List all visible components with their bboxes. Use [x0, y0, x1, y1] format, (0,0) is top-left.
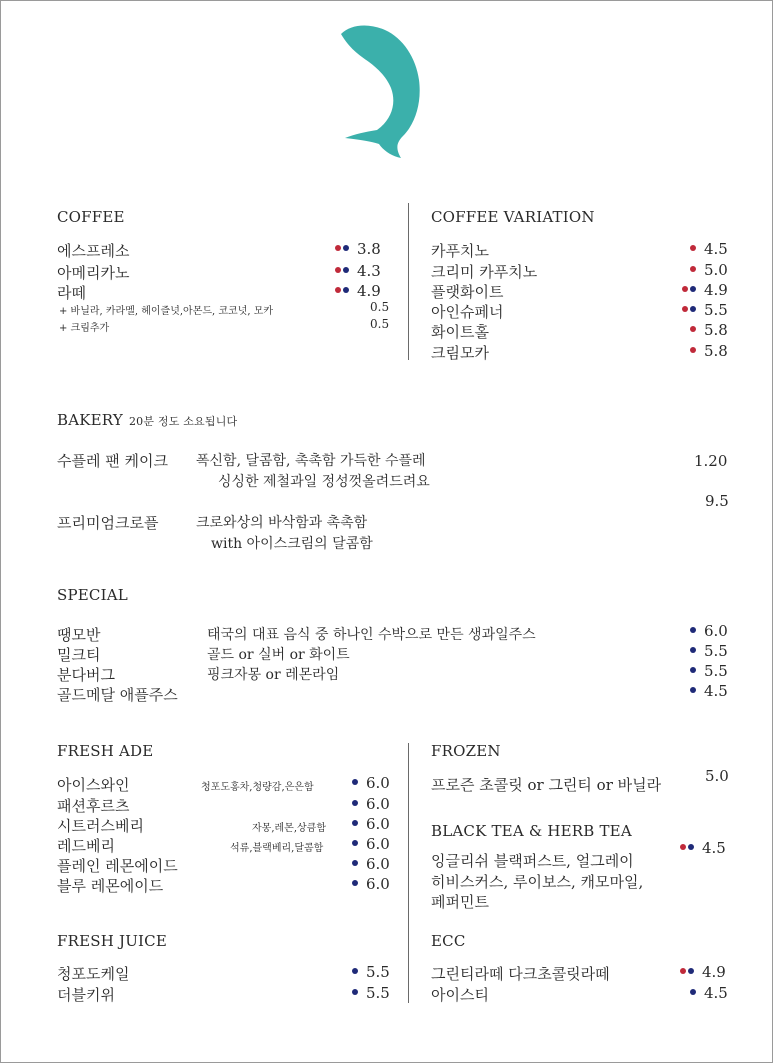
fresh-ade-heading: FRESH ADE [57, 742, 154, 760]
extra-option: + 크림추가 [59, 323, 110, 334]
menu-item-name: 땡모반 [57, 626, 101, 644]
menu-item-price: 9.5 [705, 492, 729, 510]
fresh-juice-heading: FRESH JUICE [57, 932, 167, 950]
red-dot-icon [680, 968, 686, 974]
blue-dot-icon [352, 968, 358, 974]
blue-dot-icon [690, 306, 696, 312]
menu-item-price: 4.5 [690, 984, 728, 1002]
menu-item-price: 5.0 [690, 261, 728, 279]
menu-item-desc: 싱싱한 제철과일 정성껏올려드려요 [218, 474, 430, 490]
red-dot-icon [690, 347, 696, 353]
special-heading: SPECIAL [57, 586, 128, 604]
bakery-note: 20분 정도 소요됩니다 [128, 415, 238, 428]
red-dot-icon [335, 287, 341, 293]
menu-item-price: 5.8 [690, 321, 728, 339]
menu-item-name: 더블키위 [57, 986, 115, 1004]
menu-item-desc: 핑크자몽 or 레몬라임 [207, 667, 340, 683]
red-dot-icon [335, 267, 341, 273]
menu-item-name: 밀크티 [57, 646, 101, 664]
menu-item-price: 5.5 [682, 301, 728, 319]
menu-item-price: 5.8 [690, 342, 728, 360]
menu-item-price: 5.5 [690, 642, 728, 660]
menu-item-price: 6.0 [352, 855, 390, 873]
menu-item-name: 잉글리쉬 블랙퍼스트, 얼그레이 [431, 852, 634, 870]
menu-item-desc: 폭신함, 달콤함, 촉촉함 가득한 수플레 [196, 453, 426, 469]
blue-dot-icon [690, 627, 696, 633]
blue-dot-icon [352, 820, 358, 826]
menu-item-name: 청포도케일 [57, 965, 130, 983]
blue-dot-icon [343, 287, 349, 293]
black-tea-heading: BLACK TEA & HERB TEA [431, 822, 632, 840]
frozen-heading: FROZEN [431, 742, 501, 760]
menu-item-name: 패션후르츠 [57, 797, 130, 815]
menu-item-note: 석류,블랙베리,달콤함 [230, 843, 324, 854]
blue-dot-icon [343, 245, 349, 251]
extra-price: 0.5 [370, 317, 390, 331]
bakery-heading: BAKERY 20분 정도 소요됩니다 [57, 411, 238, 429]
menu-item-price: 5.5 [352, 984, 390, 1002]
extra-option: + 바닐라, 카라멜, 헤이즐넛,아몬드, 코코넛, 모카 [59, 306, 274, 317]
blue-dot-icon [688, 968, 694, 974]
menu-item-price: 4.9 [682, 281, 728, 299]
red-dot-icon [690, 266, 696, 272]
menu-item-name: 프로즌 초콜릿 or 그린티 or 바닐라 [431, 776, 662, 794]
blue-dot-icon [352, 860, 358, 866]
blue-dot-icon [352, 880, 358, 886]
menu-item-name: 에스프레소 [57, 242, 130, 260]
ecc-heading: ECC [431, 932, 466, 950]
blue-dot-icon [690, 647, 696, 653]
menu-item-price: 5.5 [690, 662, 728, 680]
menu-item-desc: 태국의 대표 음식 중 하나인 수박으로 만든 생과일주스 [207, 627, 536, 643]
whale-icon [333, 18, 433, 160]
blue-dot-icon [690, 687, 696, 693]
menu-item-name: 골드메달 애플주스 [57, 686, 178, 704]
menu-item-price: 6.0 [352, 835, 390, 853]
red-dot-icon [690, 245, 696, 251]
menu-item-name: 크림모카 [431, 344, 489, 362]
blue-dot-icon [343, 267, 349, 273]
red-dot-icon [682, 306, 688, 312]
blue-dot-icon [690, 286, 696, 292]
menu-item-price: 5.0 [705, 767, 729, 785]
menu-item-name: 카푸치노 [431, 242, 489, 260]
menu-item-name: 그린티라떼 다크초콜릿라떼 [431, 965, 610, 983]
menu-item-name: 플랫화이트 [431, 283, 504, 301]
divider-bottom [408, 743, 409, 1003]
menu-item-name: 페퍼민트 [431, 893, 489, 911]
blue-dot-icon [690, 667, 696, 673]
menu-item-price: 4.5 [690, 240, 728, 258]
menu-item-price: 4.5 [690, 682, 728, 700]
menu-item-name: 시트러스베리 [57, 817, 144, 835]
menu-item-price: 4.9 [335, 282, 381, 300]
menu-item-price: 1.20 [694, 452, 728, 470]
red-dot-icon [682, 286, 688, 292]
divider-top [408, 203, 409, 360]
menu-item-name: 수플레 팬 케이크 [57, 452, 168, 470]
menu-item-name: 레드베리 [57, 837, 115, 855]
menu-item-name: 프리미엄크로플 [57, 514, 159, 532]
menu-item-desc: 크로와상의 바삭함과 촉촉함 [196, 515, 368, 531]
blue-dot-icon [690, 989, 696, 995]
menu-item-price: 6.0 [352, 815, 390, 833]
menu-item-price: 6.0 [690, 622, 728, 640]
menu-item-price: 4.3 [335, 262, 381, 280]
menu-item-name: 플레인 레몬에이드 [57, 857, 178, 875]
menu-item-name: 히비스커스, 루이보스, 캐모마일, [431, 873, 644, 891]
blue-dot-icon [688, 844, 694, 850]
menu-item-name: 아메리카노 [57, 264, 130, 282]
menu-item-note: 청포도홍차,청량감,은은함 [201, 782, 314, 793]
menu-item-name: 아이스와인 [57, 776, 130, 794]
menu-item-price: 5.5 [352, 963, 390, 981]
blue-dot-icon [352, 779, 358, 785]
extra-price: 0.5 [370, 300, 390, 314]
blue-dot-icon [352, 800, 358, 806]
menu-item-price: 6.0 [352, 774, 390, 792]
red-dot-icon [690, 326, 696, 332]
red-dot-icon [680, 844, 686, 850]
menu-item-desc: with 아이스크림의 달콤함 [211, 536, 373, 552]
menu-item-price: 6.0 [352, 875, 390, 893]
menu-item-price: 3.8 [335, 240, 381, 258]
menu-item-name: 분다버그 [57, 666, 115, 684]
red-dot-icon [335, 245, 341, 251]
menu-item-price: 4.5 [680, 839, 726, 857]
menu-item-price: 4.9 [680, 963, 726, 981]
blue-dot-icon [352, 989, 358, 995]
menu-item-name: 라떼 [57, 284, 86, 302]
menu-item-name: 아이스티 [431, 986, 489, 1004]
coffee-heading: COFFEE [57, 208, 125, 226]
blue-dot-icon [352, 840, 358, 846]
menu-item-note: 자몽,레몬,상큼함 [252, 823, 326, 834]
coffee-variation-heading: COFFEE VARIATION [431, 208, 595, 226]
menu-item-desc: 골드 or 실버 or 화이트 [207, 647, 350, 663]
menu-item-name: 화이트홀 [431, 323, 489, 341]
menu-item-price: 6.0 [352, 795, 390, 813]
menu-item-name: 크리미 카푸치노 [431, 263, 538, 281]
menu-item-name: 아인슈페너 [431, 303, 504, 321]
menu-item-name: 블루 레몬에이드 [57, 877, 164, 895]
